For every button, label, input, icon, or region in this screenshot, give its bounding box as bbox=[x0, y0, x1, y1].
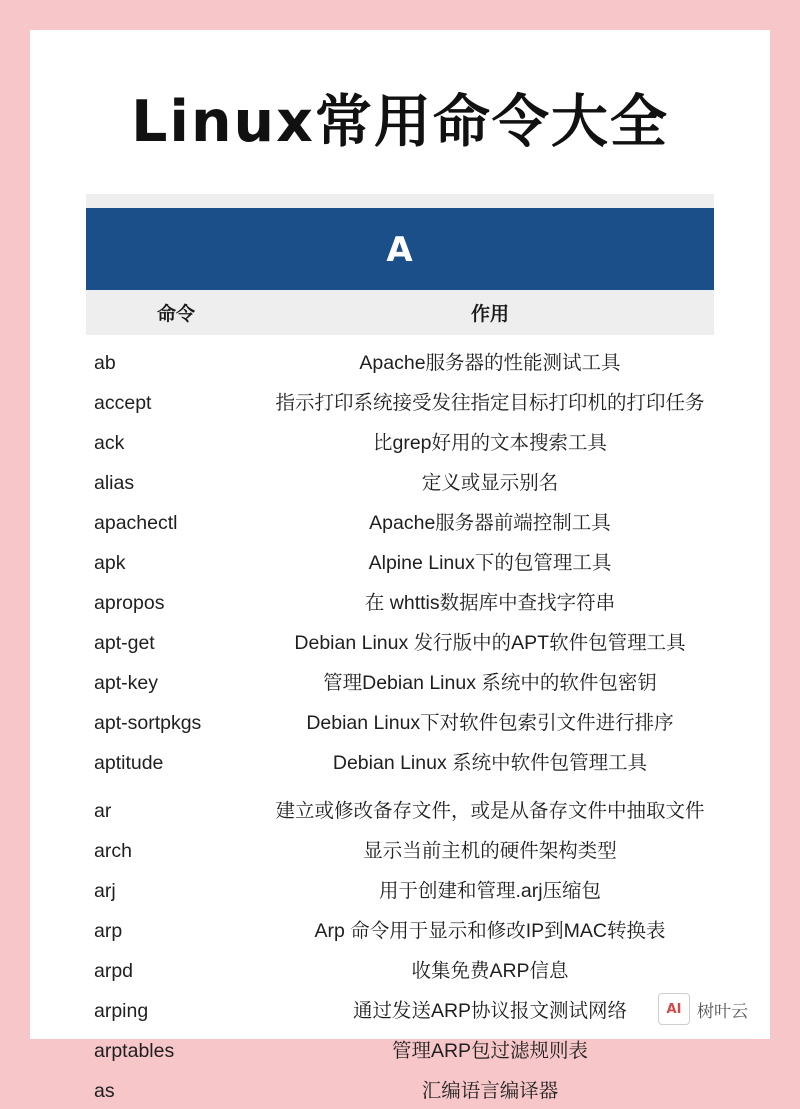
cell-description: Apache服务器前端控制工具 bbox=[369, 512, 611, 535]
command-table bbox=[86, 194, 714, 1109]
table-row bbox=[86, 501, 714, 541]
cell-command: ab bbox=[94, 352, 116, 375]
table-row bbox=[86, 621, 714, 661]
section-band bbox=[86, 194, 714, 290]
cell-command: apachectl bbox=[94, 512, 178, 535]
cell-description: 比grep好用的文本搜索工具 bbox=[372, 432, 608, 455]
cell-command: arptables bbox=[94, 1040, 175, 1063]
table-row bbox=[86, 829, 714, 869]
cell-command: accept bbox=[94, 392, 152, 415]
cell-command: aptitude bbox=[94, 752, 164, 775]
table-row bbox=[86, 341, 714, 381]
watermark-label: 树叶云 bbox=[697, 1001, 748, 1021]
table-row bbox=[86, 989, 714, 1029]
table-row bbox=[86, 381, 714, 421]
cell-command: arj bbox=[94, 880, 116, 903]
cell-description: Debian Linux 发行版中的APT软件包管理工具 bbox=[294, 632, 686, 655]
cell-description: 管理ARP包过滤规则表 bbox=[391, 1040, 589, 1063]
table-row bbox=[86, 949, 714, 989]
cell-command: apt-sortpkgs bbox=[94, 712, 202, 735]
table-row bbox=[86, 661, 714, 701]
cell-command: apt-key bbox=[94, 672, 158, 695]
cell-description: Arp 命令用于显示和修改IP到MAC转换表 bbox=[314, 920, 666, 943]
cell-description: 指示打印系统接受发往指定目标打印机的打印任务 bbox=[275, 392, 705, 415]
table-row bbox=[86, 1029, 714, 1069]
cell-command: apt-get bbox=[94, 632, 155, 655]
cell-description: Debian Linux 系统中软件包管理工具 bbox=[332, 752, 648, 775]
table-row bbox=[86, 541, 714, 581]
page-title: Linux常用命令大全 bbox=[131, 89, 669, 155]
cell-description: 建立或修改备存文件，或是从备存文件中抽取文件 bbox=[275, 800, 705, 823]
table-row bbox=[86, 909, 714, 949]
table-row bbox=[86, 701, 714, 741]
cell-command: arp bbox=[94, 920, 123, 943]
table-body bbox=[86, 335, 714, 1109]
cell-description: 汇编语言编译器 bbox=[421, 1080, 559, 1103]
cell-command: apropos bbox=[94, 592, 165, 615]
ai-badge-icon: AI bbox=[658, 993, 690, 1025]
table-row bbox=[86, 741, 714, 781]
cell-description: 在 whttis数据库中查找字符串 bbox=[364, 592, 616, 615]
cell-description: 定义或显示别名 bbox=[421, 472, 559, 495]
table-column-headers bbox=[86, 290, 714, 335]
cell-description: 显示当前主机的硬件架构类型 bbox=[363, 840, 617, 863]
cell-description: 收集免费ARP信息 bbox=[411, 960, 569, 983]
cell-command: arch bbox=[94, 840, 132, 863]
cell-description: Apache服务器的性能测试工具 bbox=[359, 352, 621, 375]
document-card bbox=[30, 30, 770, 1103]
cell-command: apk bbox=[94, 552, 126, 575]
cell-description: Alpine Linux下的包管理工具 bbox=[368, 552, 612, 575]
cell-command: ack bbox=[94, 432, 125, 455]
cell-description: 通过发送ARP协议报文测试网络 bbox=[352, 1000, 628, 1023]
cell-command: arpd bbox=[94, 960, 134, 983]
table-row bbox=[86, 1069, 714, 1109]
column-header-description: 作用 bbox=[470, 304, 509, 326]
cell-description: 管理Debian Linux 系统中的软件包密钥 bbox=[323, 672, 657, 695]
cell-command: as bbox=[94, 1080, 115, 1103]
section-letter-header: A bbox=[86, 208, 714, 290]
cell-command: arping bbox=[94, 1000, 149, 1023]
cell-description: 用于创建和管理.arj压缩包 bbox=[378, 880, 602, 903]
watermark bbox=[658, 993, 748, 1025]
column-header-command: 命令 bbox=[156, 304, 195, 326]
table-row bbox=[86, 461, 714, 501]
table-row bbox=[86, 581, 714, 621]
table-row bbox=[86, 789, 714, 829]
cell-command: ar bbox=[94, 800, 112, 823]
table-row bbox=[86, 421, 714, 461]
cell-description: Debian Linux下对软件包索引文件进行排序 bbox=[306, 712, 674, 735]
cell-command: alias bbox=[94, 472, 135, 495]
table-row bbox=[86, 869, 714, 909]
